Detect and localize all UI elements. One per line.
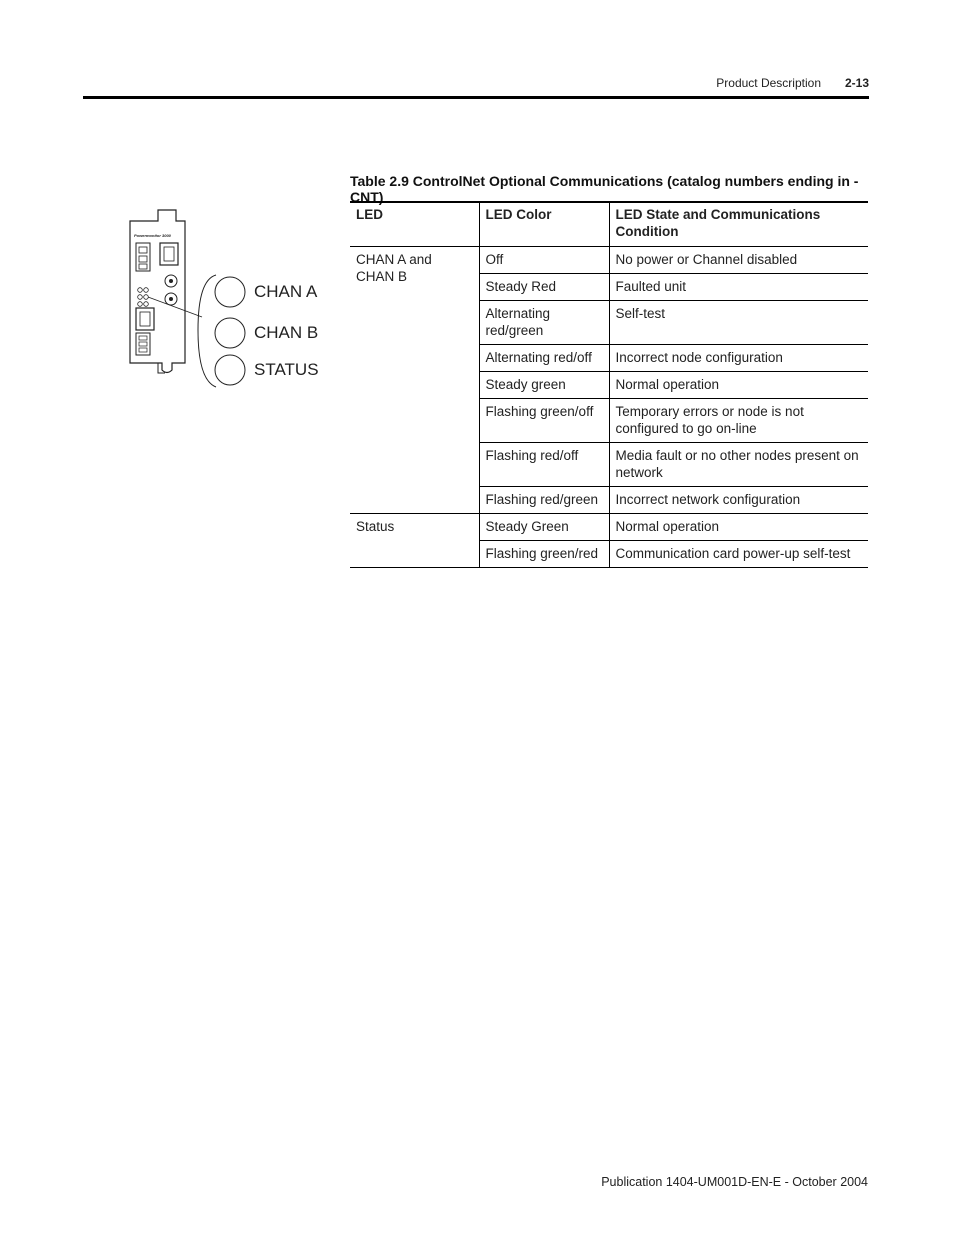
device-led-figure	[120, 205, 330, 395]
led-state-cell: Normal operation	[609, 514, 868, 541]
device-logo-text: Powermonitor 3000	[134, 233, 171, 238]
table-header-row	[350, 202, 868, 247]
led-state-cell: Incorrect node configuration	[609, 345, 868, 372]
led-state-cell: Media fault or no other nodes present on network	[609, 443, 868, 487]
chan-a-label: CHAN A	[254, 282, 318, 301]
column-header-led: LED	[350, 202, 479, 247]
led-color-cell: Flashing red/green	[479, 487, 609, 514]
led-state-cell: Normal operation	[609, 372, 868, 399]
led-color-cell: Steady green	[479, 372, 609, 399]
chan-a-led-circle	[215, 277, 245, 307]
header-page-number: 2-13	[844, 76, 869, 90]
led-cell: Status	[350, 514, 479, 568]
led-state-cell: Faulted unit	[609, 274, 868, 301]
header-rule	[83, 96, 869, 99]
led-color-cell: Flashing red/off	[479, 443, 609, 487]
led-status-table	[350, 201, 868, 568]
led-color-cell: Steady Red	[479, 274, 609, 301]
led-state-cell: Communication card power-up self-test	[609, 541, 868, 568]
led-state-cell: No power or Channel disabled	[609, 247, 868, 274]
column-header-led-state: LED State and Communications Condition	[609, 202, 868, 247]
led-color-cell: Steady Green	[479, 514, 609, 541]
page-footer: Publication 1404-UM001D-EN-E - October 2004	[601, 1175, 868, 1189]
table-row	[350, 247, 868, 274]
status-label: STATUS	[254, 360, 319, 379]
led-color-cell: Flashing green/red	[479, 541, 609, 568]
led-state-cell: Temporary errors or node is not configured to go on-line	[609, 399, 868, 443]
led-state-cell: Self-test	[609, 301, 868, 345]
table-title: Table 2.9 ControlNet Optional Communications (catalog numbers ending in -CNT)	[350, 173, 859, 205]
chan-b-label: CHAN B	[254, 323, 319, 342]
header-section-title: Product Description	[716, 76, 821, 90]
led-color-cell: Alternating red/off	[479, 345, 609, 372]
page-header	[83, 72, 869, 92]
chan-b-led-circle	[215, 318, 245, 348]
status-led-circle	[215, 355, 245, 385]
led-color-cell: Off	[479, 247, 609, 274]
led-color-cell: Flashing green/off	[479, 399, 609, 443]
led-color-cell: Alternating red/green	[479, 301, 609, 345]
column-header-led-color: LED Color	[479, 202, 609, 247]
table-row	[350, 514, 868, 541]
led-cell: CHAN A and CHAN B	[350, 247, 479, 514]
led-state-cell: Incorrect network configuration	[609, 487, 868, 514]
